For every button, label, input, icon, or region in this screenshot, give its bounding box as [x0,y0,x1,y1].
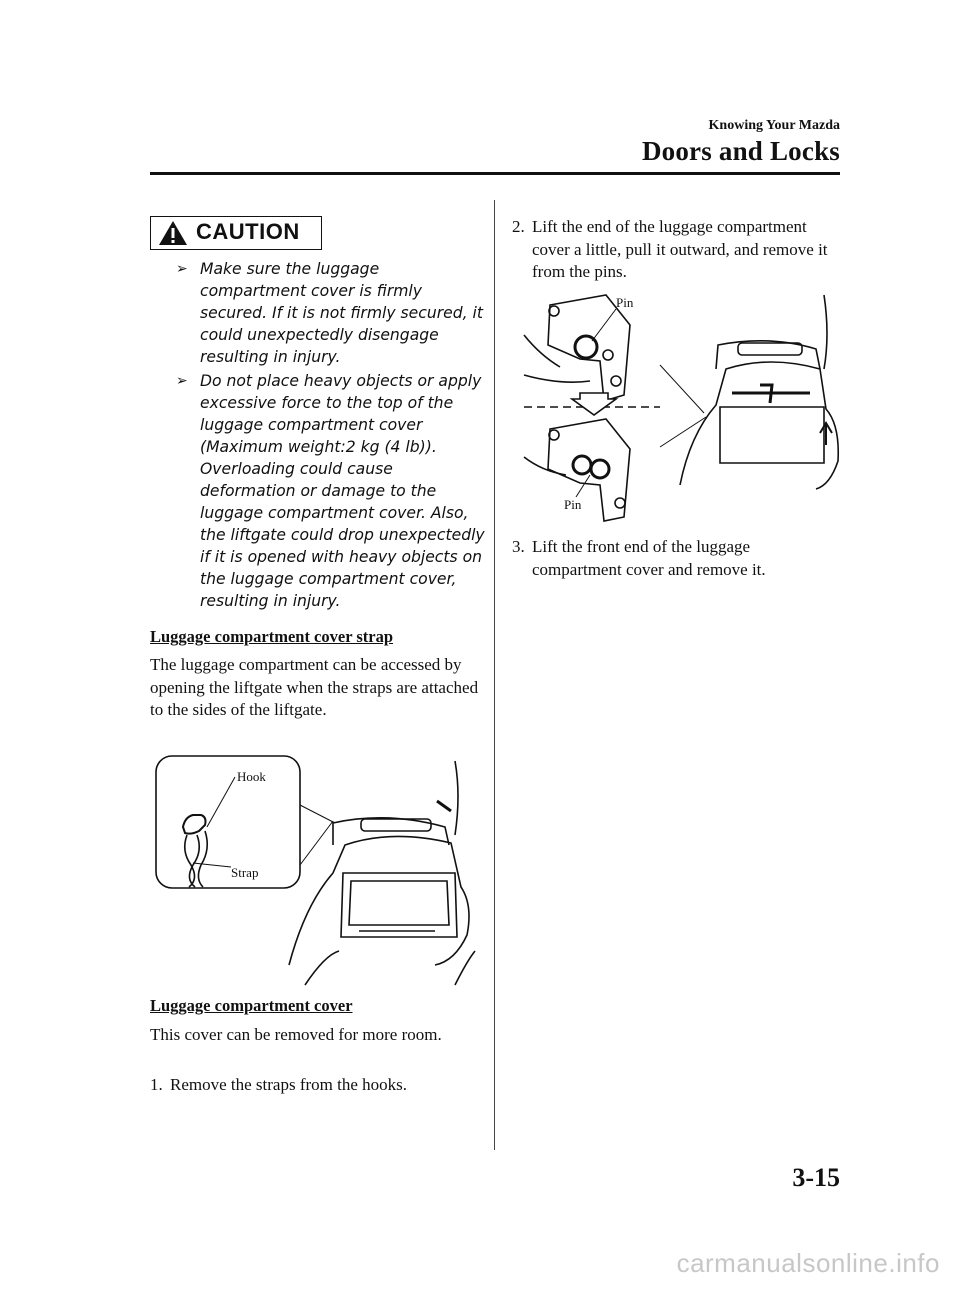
pin-label-bottom: Pin [564,497,582,512]
step-3 [512,536,842,581]
caution-item-text: Make sure the luggage compartment cover is firmly secured. If it is not firmly secured, it could unexpectedly disengage resulting in injury. [200,260,483,366]
step-number: 2. [512,217,525,236]
caution-list [176,258,486,614]
column-divider [494,200,495,1150]
strap-hook-illustration [155,755,485,987]
hook-label: Hook [237,769,266,784]
step-text: Lift the front end of the luggage compartment cover and remove it. [532,537,766,579]
page-title: Doors and Locks [641,136,840,166]
pin-label-top: Pin [616,295,634,310]
header-section-label: Knowing Your Mazda [708,118,840,133]
caution-item [176,370,486,612]
cover-section-heading: Luggage compartment cover [150,996,353,1015]
step-number: 1. [150,1075,163,1094]
arrow-bullet-icon: ➢ [176,261,188,277]
step-1 [150,1074,486,1097]
cover-section-body: This cover can be removed for more room. [150,1025,442,1044]
caution-item-text: Do not place heavy objects or apply excessive force to the top of the luggage compartment cover (Maximum weight:2 kg (4 lb)). Overloading could cause deformation or damage to the luggage compartment cover. Also, the liftgate could drop unexpectedly if it is opened with heavy objects on the luggage compartment cover, resulting in injury. [200,372,485,610]
arrow-bullet-icon: ➢ [176,373,188,389]
watermark: carmanualsonline.info [676,1248,940,1278]
strap-section-heading: Luggage compartment cover strap [150,627,394,646]
page-number: 3-15 [792,1163,840,1192]
step-2 [512,216,842,284]
cover-pin-illustration [520,285,842,525]
warning-triangle-icon [158,220,188,246]
step-text: Lift the end of the luggage compartment cover a little, pull it outward, and remove it from the pins. [532,217,828,281]
strap-section-body: The luggage compartment can be accessed by opening the liftgate when the straps are attached to the sides of the liftgate. [150,655,479,719]
caution-item [176,258,486,368]
step-number: 3. [512,537,525,556]
caution-label: CAUTION [196,219,300,244]
strap-label: Strap [231,865,259,880]
step-text: Remove the straps from the hooks. [170,1075,408,1094]
header-rule [150,172,840,175]
